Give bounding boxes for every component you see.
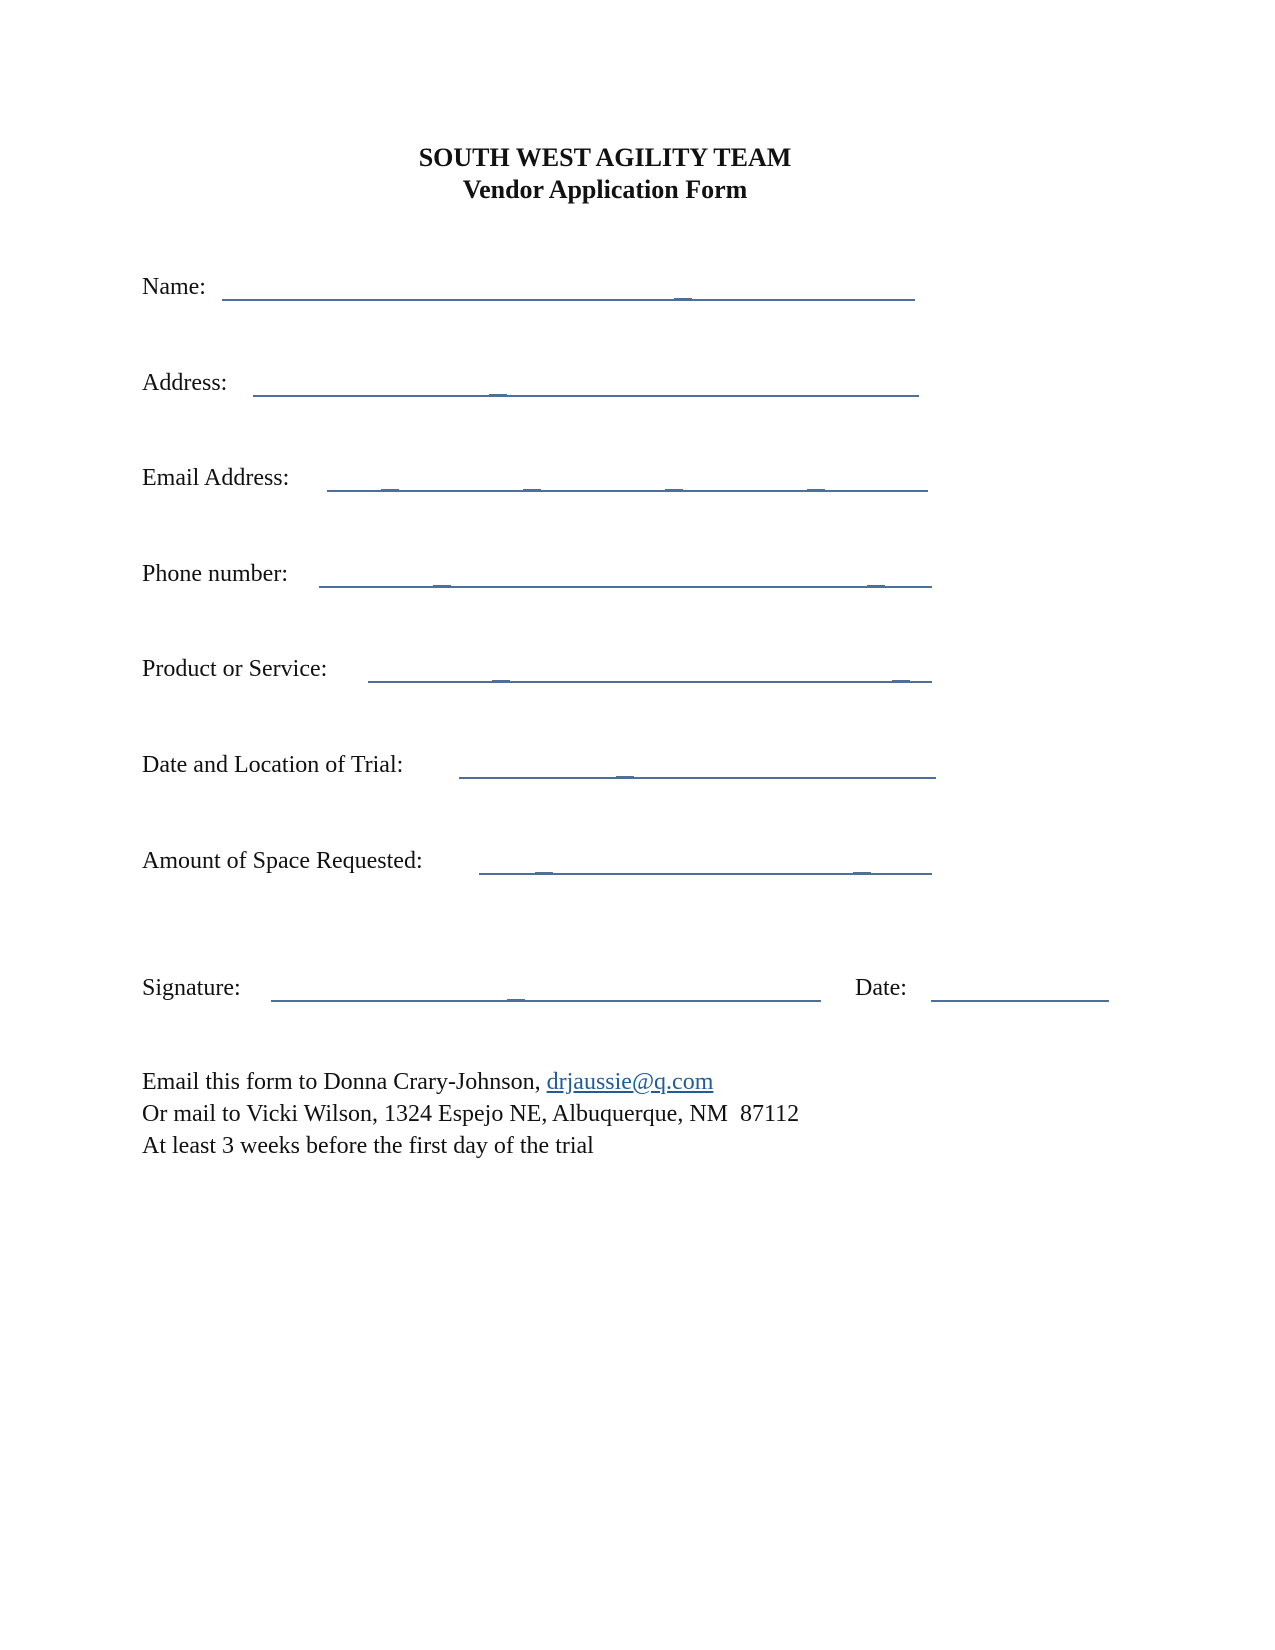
signature-label: Signature: <box>142 975 241 1001</box>
field-signature <box>142 973 832 1009</box>
field-phone <box>142 559 937 595</box>
email-instruction <box>142 1066 799 1098</box>
line-notch <box>665 489 683 492</box>
date-input-line[interactable] <box>931 1000 1109 1002</box>
line-notch <box>867 585 885 588</box>
field-email <box>142 463 932 499</box>
line-notch <box>807 489 825 492</box>
email-input-line[interactable] <box>327 490 928 492</box>
name-label: Name: <box>142 274 206 300</box>
field-product <box>142 654 937 690</box>
email-instruction-text: Email this form to Donna Crary-Johnson, <box>142 1069 547 1095</box>
line-notch <box>892 680 910 683</box>
org-name-heading: SOUTH WEST AGILITY TEAM <box>418 143 792 172</box>
field-space <box>142 846 937 882</box>
line-notch <box>523 489 541 492</box>
trial-input-line[interactable] <box>459 777 936 779</box>
date-label: Date: <box>855 975 907 1001</box>
form-title-heading: Vendor Application Form <box>462 175 748 204</box>
space-label: Amount of Space Requested: <box>142 848 423 874</box>
submission-instructions <box>142 1066 799 1162</box>
line-notch <box>381 489 399 492</box>
signature-input-line[interactable] <box>271 1000 821 1002</box>
mail-instruction: Or mail to Vicki Wilson, 1324 Espejo NE, Albuquerque, NM 87112 <box>142 1101 800 1127</box>
line-notch <box>535 872 553 875</box>
line-notch <box>489 394 507 397</box>
line-notch <box>616 776 634 779</box>
name-input-line[interactable] <box>222 299 915 301</box>
phone-label: Phone number: <box>142 561 288 587</box>
deadline-instruction: At least 3 weeks before the first day of the trial <box>142 1133 594 1159</box>
address-input-line[interactable] <box>253 395 919 397</box>
field-address <box>142 368 922 404</box>
field-trial <box>142 750 942 786</box>
product-label: Product or Service: <box>142 656 328 682</box>
line-notch <box>507 999 525 1002</box>
line-notch <box>853 872 871 875</box>
address-label: Address: <box>142 370 228 396</box>
phone-input-line[interactable] <box>319 586 932 588</box>
line-notch <box>674 298 692 301</box>
product-input-line[interactable] <box>368 681 932 683</box>
space-input-line[interactable] <box>479 873 932 875</box>
line-notch <box>492 680 510 683</box>
line-notch <box>433 585 451 588</box>
trial-label: Date and Location of Trial: <box>142 752 404 778</box>
field-date <box>855 973 1115 1009</box>
email-link[interactable]: drjaussie@q.com <box>546 1069 714 1095</box>
email-label: Email Address: <box>142 465 290 491</box>
field-name <box>142 272 922 308</box>
